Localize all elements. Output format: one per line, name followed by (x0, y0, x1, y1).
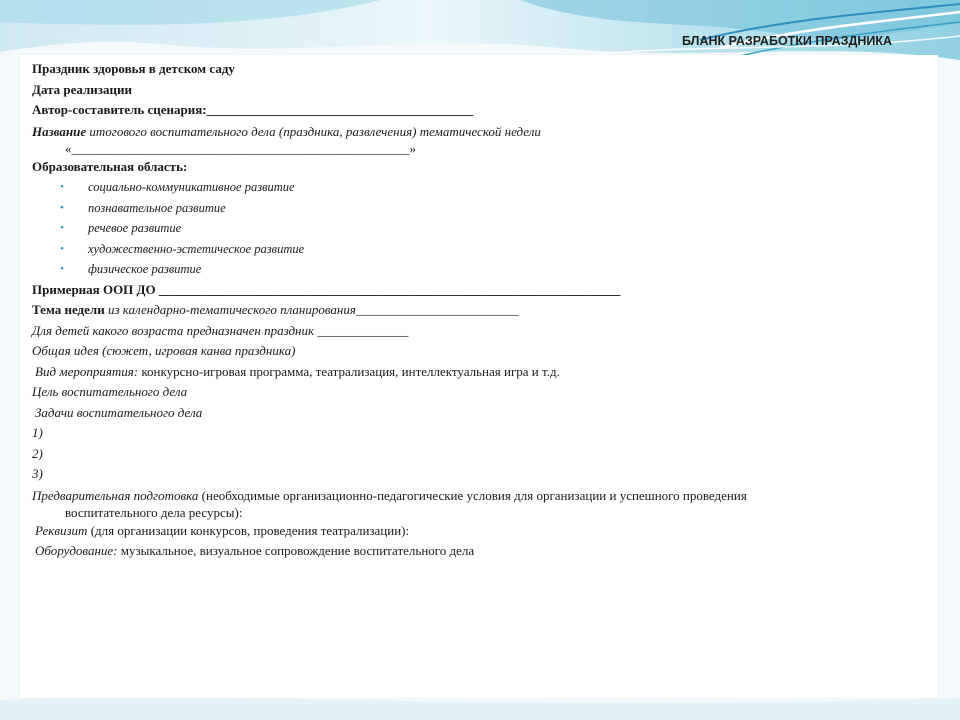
form-body (32, 59, 912, 562)
list-item: • художественно-эстетическое развитие (32, 239, 912, 260)
list-item: • физическое развитие (32, 259, 912, 280)
kind-label: Вид мероприятия: (35, 363, 139, 379)
title-blank: «____________________________________________________» (65, 140, 416, 156)
prep-text-cont: воспитательного дела ресурсы): (65, 504, 243, 520)
idea-field: Общая идея (сюжет, игровая канва праздника) (32, 343, 296, 358)
goal-field: Цель воспитательного дела (32, 384, 188, 399)
props-field (32, 521, 912, 542)
page-title: БЛАНК РАЗРАБОТКИ ПРАЗДНИКА (682, 34, 893, 48)
event-name: Праздник здоровья в детском саду (32, 61, 235, 76)
area-label: Образовательная область: (32, 158, 188, 174)
kind-text: конкурсно-игровая программа, театрализация, интеллектуальная игра и т.д. (138, 363, 560, 379)
date-field: Дата реализации (32, 81, 132, 97)
prep-text: (необходимые организационно-педагогические условия для организации и успешного проведения (198, 487, 747, 503)
area-list (32, 177, 912, 280)
tasks-field: Задачи воспитательного дела (35, 404, 203, 420)
theme-label: Тема недели (32, 302, 105, 317)
equipment-field (32, 541, 912, 562)
equipment-label: Оборудование: (35, 543, 118, 558)
props-label: Реквизит (35, 522, 88, 538)
bullet-icon: • (60, 263, 64, 275)
oop-field: Примерная ООП ДО _______________________________________________________________________ (32, 281, 621, 297)
kind-field (32, 362, 912, 383)
task-item: 3) (32, 466, 43, 481)
theme-field (32, 300, 912, 321)
age-field: Для детей какого возраста предназначен праздник ______________ (32, 322, 409, 338)
title-label: Название (32, 123, 87, 139)
equipment-text: музыкальное, визуальное сопровождение воспитательного дела (117, 543, 475, 558)
bullet-icon: • (60, 181, 64, 193)
list-item: • познавательное развитие (32, 198, 912, 219)
task-item: 2) (32, 445, 43, 461)
list-item: • социально-коммуникативное развитие (32, 177, 912, 198)
bullet-icon: • (60, 222, 64, 234)
author-field: Автор-составитель сценария:_________________________________________ (32, 102, 474, 117)
bullet-icon: • (60, 242, 64, 255)
theme-text: из календарно-тематического планирования_________________________ (104, 302, 519, 317)
title-field (32, 121, 912, 157)
prep-field (32, 485, 912, 521)
list-item: • речевое развитие (32, 218, 912, 239)
bullet-icon: • (60, 201, 64, 214)
prep-label: Предварительная подготовка (32, 487, 199, 503)
props-text: (для организации конкурсов, проведения театрализации): (87, 522, 410, 538)
title-text: итогового воспитательного дела (праздника, развлечения) тематической недели (86, 123, 541, 139)
task-item: 1) (32, 425, 43, 440)
